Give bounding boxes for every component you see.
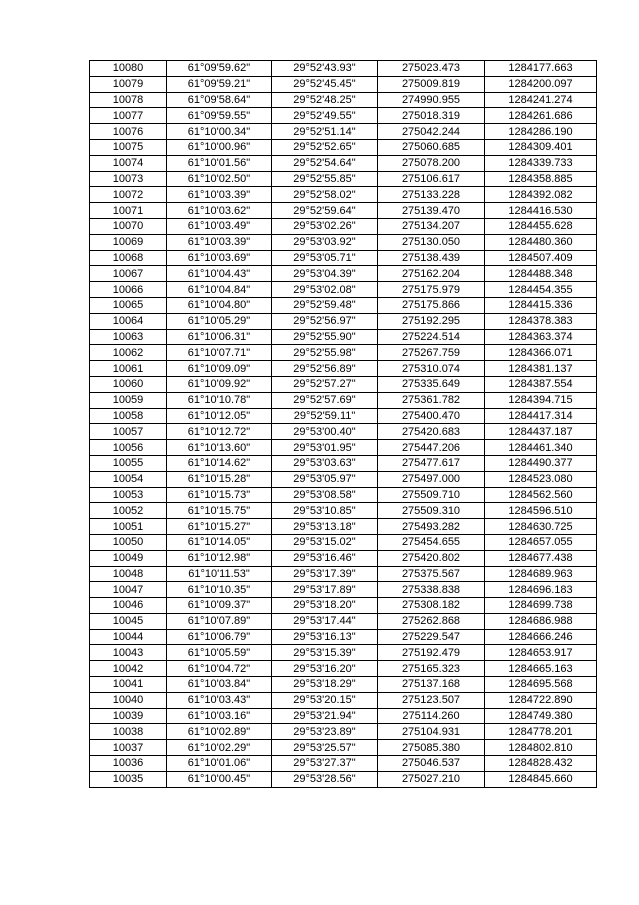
- easting-cell: 275027.210: [378, 771, 485, 787]
- northing-cell: 1284845.660: [485, 771, 597, 787]
- table-row: [90, 108, 597, 124]
- longitude-cell: 61°10'05.29": [167, 313, 272, 329]
- latitude-cell: 29°52'58.02": [272, 187, 378, 203]
- latitude-cell: 29°53'03.92": [272, 234, 378, 250]
- northing-cell: 1284241.274: [485, 92, 597, 108]
- northing-cell: 1284677.438: [485, 550, 597, 566]
- northing-cell: 1284778.201: [485, 724, 597, 740]
- longitude-cell: 61°10'11.53": [167, 566, 272, 582]
- easting-cell: 275310.074: [378, 361, 485, 377]
- northing-cell: 1284461.340: [485, 440, 597, 456]
- easting-cell: 275308.182: [378, 598, 485, 614]
- table-row: [90, 139, 597, 155]
- point-id-cell: 10068: [90, 250, 167, 266]
- table-row: [90, 582, 597, 598]
- easting-cell: 275335.649: [378, 376, 485, 392]
- longitude-cell: 61°10'14.05": [167, 534, 272, 550]
- longitude-cell: 61°10'01.06": [167, 756, 272, 772]
- table-row: [90, 740, 597, 756]
- easting-cell: 275046.537: [378, 756, 485, 772]
- latitude-cell: 29°53'23.89": [272, 724, 378, 740]
- coordinate-table-body: [90, 61, 597, 788]
- longitude-cell: 61°10'04.80": [167, 297, 272, 313]
- easting-cell: 275192.479: [378, 645, 485, 661]
- northing-cell: 1284699.738: [485, 598, 597, 614]
- northing-cell: 1284722.890: [485, 692, 597, 708]
- point-id-cell: 10040: [90, 692, 167, 708]
- table-row: [90, 455, 597, 471]
- latitude-cell: 29°53'17.39": [272, 566, 378, 582]
- longitude-cell: 61°10'01.56": [167, 155, 272, 171]
- latitude-cell: 29°53'05.97": [272, 471, 378, 487]
- easting-cell: 275009.819: [378, 76, 485, 92]
- northing-cell: 1284665.163: [485, 661, 597, 677]
- longitude-cell: 61°10'07.71": [167, 345, 272, 361]
- northing-cell: 1284480.360: [485, 234, 597, 250]
- latitude-cell: 29°53'08.58": [272, 487, 378, 503]
- latitude-cell: 29°52'49.55": [272, 108, 378, 124]
- latitude-cell: 29°52'45.45": [272, 76, 378, 92]
- latitude-cell: 29°53'01.95": [272, 440, 378, 456]
- latitude-cell: 29°53'03.63": [272, 455, 378, 471]
- latitude-cell: 29°53'28.56": [272, 771, 378, 787]
- point-id-cell: 10067: [90, 266, 167, 282]
- latitude-cell: 29°53'02.08": [272, 282, 378, 298]
- table-row: [90, 487, 597, 503]
- table-row: [90, 203, 597, 219]
- northing-cell: 1284309.401: [485, 139, 597, 155]
- table-row: [90, 550, 597, 566]
- longitude-cell: 61°10'03.49": [167, 218, 272, 234]
- point-id-cell: 10070: [90, 218, 167, 234]
- northing-cell: 1284437.187: [485, 424, 597, 440]
- northing-cell: 1284363.374: [485, 329, 597, 345]
- longitude-cell: 61°10'02.50": [167, 171, 272, 187]
- latitude-cell: 29°52'55.98": [272, 345, 378, 361]
- latitude-cell: 29°53'10.85": [272, 503, 378, 519]
- table-row: [90, 171, 597, 187]
- easting-cell: 275138.439: [378, 250, 485, 266]
- northing-cell: 1284696.183: [485, 582, 597, 598]
- longitude-cell: 61°10'10.78": [167, 392, 272, 408]
- easting-cell: 275139.470: [378, 203, 485, 219]
- northing-cell: 1284695.568: [485, 677, 597, 693]
- longitude-cell: 61°10'03.39": [167, 187, 272, 203]
- table-row: [90, 392, 597, 408]
- easting-cell: 275509.710: [378, 487, 485, 503]
- latitude-cell: 29°52'59.64": [272, 203, 378, 219]
- table-row: [90, 645, 597, 661]
- point-id-cell: 10056: [90, 440, 167, 456]
- latitude-cell: 29°53'16.13": [272, 629, 378, 645]
- longitude-cell: 61°10'03.84": [167, 677, 272, 693]
- longitude-cell: 61°10'03.43": [167, 692, 272, 708]
- northing-cell: 1284802.810: [485, 740, 597, 756]
- point-id-cell: 10065: [90, 297, 167, 313]
- longitude-cell: 61°10'04.72": [167, 661, 272, 677]
- latitude-cell: 29°52'54.64": [272, 155, 378, 171]
- longitude-cell: 61°09'59.55": [167, 108, 272, 124]
- table-row: [90, 408, 597, 424]
- latitude-cell: 29°53'17.44": [272, 613, 378, 629]
- easting-cell: 275509.310: [378, 503, 485, 519]
- easting-cell: 275229.547: [378, 629, 485, 645]
- easting-cell: 275420.683: [378, 424, 485, 440]
- table-row: [90, 724, 597, 740]
- northing-cell: 1284286.190: [485, 124, 597, 140]
- longitude-cell: 61°10'07.89": [167, 613, 272, 629]
- latitude-cell: 29°53'13.18": [272, 519, 378, 535]
- northing-cell: 1284828.432: [485, 756, 597, 772]
- northing-cell: 1284596.510: [485, 503, 597, 519]
- latitude-cell: 29°52'51.14": [272, 124, 378, 140]
- latitude-cell: 29°53'04.39": [272, 266, 378, 282]
- point-id-cell: 10073: [90, 171, 167, 187]
- point-id-cell: 10074: [90, 155, 167, 171]
- longitude-cell: 61°10'02.29": [167, 740, 272, 756]
- northing-cell: 1284454.355: [485, 282, 597, 298]
- latitude-cell: 29°53'15.02": [272, 534, 378, 550]
- longitude-cell: 61°10'15.73": [167, 487, 272, 503]
- point-id-cell: 10053: [90, 487, 167, 503]
- longitude-cell: 61°09'59.21": [167, 76, 272, 92]
- easting-cell: 275497.000: [378, 471, 485, 487]
- table-row: [90, 503, 597, 519]
- latitude-cell: 29°52'52.65": [272, 139, 378, 155]
- longitude-cell: 61°10'12.98": [167, 550, 272, 566]
- easting-cell: 275162.204: [378, 266, 485, 282]
- table-row: [90, 313, 597, 329]
- northing-cell: 1284455.628: [485, 218, 597, 234]
- point-id-cell: 10072: [90, 187, 167, 203]
- table-row: [90, 376, 597, 392]
- latitude-cell: 29°53'18.20": [272, 598, 378, 614]
- easting-cell: 275137.168: [378, 677, 485, 693]
- point-id-cell: 10063: [90, 329, 167, 345]
- point-id-cell: 10058: [90, 408, 167, 424]
- longitude-cell: 61°10'04.43": [167, 266, 272, 282]
- easting-cell: 275130.050: [378, 234, 485, 250]
- northing-cell: 1284378.383: [485, 313, 597, 329]
- northing-cell: 1284562.560: [485, 487, 597, 503]
- easting-cell: 275267.759: [378, 345, 485, 361]
- easting-cell: 275375.567: [378, 566, 485, 582]
- latitude-cell: 29°52'43.93": [272, 61, 378, 77]
- latitude-cell: 29°52'59.11": [272, 408, 378, 424]
- easting-cell: 275262.868: [378, 613, 485, 629]
- table-row: [90, 124, 597, 140]
- point-id-cell: 10046: [90, 598, 167, 614]
- latitude-cell: 29°52'56.97": [272, 313, 378, 329]
- point-id-cell: 10039: [90, 708, 167, 724]
- latitude-cell: 29°53'27.37": [272, 756, 378, 772]
- longitude-cell: 61°10'03.62": [167, 203, 272, 219]
- northing-cell: 1284666.246: [485, 629, 597, 645]
- point-id-cell: 10075: [90, 139, 167, 155]
- latitude-cell: 29°52'59.48": [272, 297, 378, 313]
- latitude-cell: 29°53'00.40": [272, 424, 378, 440]
- easting-cell: 275493.282: [378, 519, 485, 535]
- easting-cell: 275085.380: [378, 740, 485, 756]
- table-row: [90, 155, 597, 171]
- northing-cell: 1284417.314: [485, 408, 597, 424]
- longitude-cell: 61°10'15.75": [167, 503, 272, 519]
- northing-cell: 1284261.686: [485, 108, 597, 124]
- longitude-cell: 61°10'12.05": [167, 408, 272, 424]
- northing-cell: 1284200.097: [485, 76, 597, 92]
- easting-cell: 275042.244: [378, 124, 485, 140]
- longitude-cell: 61°10'03.69": [167, 250, 272, 266]
- easting-cell: 275175.866: [378, 297, 485, 313]
- table-row: [90, 282, 597, 298]
- point-id-cell: 10037: [90, 740, 167, 756]
- northing-cell: 1284394.715: [485, 392, 597, 408]
- northing-cell: 1284415.336: [485, 297, 597, 313]
- table-row: [90, 361, 597, 377]
- latitude-cell: 29°52'57.69": [272, 392, 378, 408]
- northing-cell: 1284366.071: [485, 345, 597, 361]
- table-row: [90, 329, 597, 345]
- point-id-cell: 10066: [90, 282, 167, 298]
- latitude-cell: 29°53'05.71": [272, 250, 378, 266]
- table-row: [90, 424, 597, 440]
- easting-cell: 275454.655: [378, 534, 485, 550]
- latitude-cell: 29°52'55.90": [272, 329, 378, 345]
- table-row: [90, 613, 597, 629]
- northing-cell: 1284490.377: [485, 455, 597, 471]
- longitude-cell: 61°10'15.27": [167, 519, 272, 535]
- point-id-cell: 10035: [90, 771, 167, 787]
- easting-cell: 275023.473: [378, 61, 485, 77]
- northing-cell: 1284689.963: [485, 566, 597, 582]
- longitude-cell: 61°10'00.96": [167, 139, 272, 155]
- longitude-cell: 61°10'02.89": [167, 724, 272, 740]
- point-id-cell: 10077: [90, 108, 167, 124]
- longitude-cell: 61°10'12.72": [167, 424, 272, 440]
- longitude-cell: 61°10'09.09": [167, 361, 272, 377]
- northing-cell: 1284507.409: [485, 250, 597, 266]
- easting-cell: 274990.955: [378, 92, 485, 108]
- point-id-cell: 10042: [90, 661, 167, 677]
- point-id-cell: 10038: [90, 724, 167, 740]
- longitude-cell: 61°09'59.62": [167, 61, 272, 77]
- table-row: [90, 218, 597, 234]
- point-id-cell: 10045: [90, 613, 167, 629]
- northing-cell: 1284416.530: [485, 203, 597, 219]
- northing-cell: 1284630.725: [485, 519, 597, 535]
- northing-cell: 1284381.137: [485, 361, 597, 377]
- point-id-cell: 10047: [90, 582, 167, 598]
- northing-cell: 1284358.885: [485, 171, 597, 187]
- latitude-cell: 29°52'48.25": [272, 92, 378, 108]
- point-id-cell: 10050: [90, 534, 167, 550]
- northing-cell: 1284392.082: [485, 187, 597, 203]
- latitude-cell: 29°53'21.94": [272, 708, 378, 724]
- point-id-cell: 10080: [90, 61, 167, 77]
- table-row: [90, 76, 597, 92]
- table-row: [90, 250, 597, 266]
- easting-cell: 275060.685: [378, 139, 485, 155]
- easting-cell: 275361.782: [378, 392, 485, 408]
- longitude-cell: 61°10'09.37": [167, 598, 272, 614]
- point-id-cell: 10079: [90, 76, 167, 92]
- latitude-cell: 29°53'18.29": [272, 677, 378, 693]
- point-id-cell: 10069: [90, 234, 167, 250]
- table-row: [90, 61, 597, 77]
- point-id-cell: 10059: [90, 392, 167, 408]
- longitude-cell: 61°10'00.34": [167, 124, 272, 140]
- table-row: [90, 266, 597, 282]
- point-id-cell: 10044: [90, 629, 167, 645]
- easting-cell: 275018.319: [378, 108, 485, 124]
- latitude-cell: 29°53'16.20": [272, 661, 378, 677]
- northing-cell: 1284177.663: [485, 61, 597, 77]
- table-row: [90, 534, 597, 550]
- point-id-cell: 10064: [90, 313, 167, 329]
- easting-cell: 275338.838: [378, 582, 485, 598]
- northing-cell: 1284488.348: [485, 266, 597, 282]
- longitude-cell: 61°10'15.28": [167, 471, 272, 487]
- northing-cell: 1284657.055: [485, 534, 597, 550]
- point-id-cell: 10052: [90, 503, 167, 519]
- latitude-cell: 29°53'16.46": [272, 550, 378, 566]
- easting-cell: 275447.206: [378, 440, 485, 456]
- longitude-cell: 61°10'06.79": [167, 629, 272, 645]
- point-id-cell: 10051: [90, 519, 167, 535]
- latitude-cell: 29°52'57.27": [272, 376, 378, 392]
- easting-cell: 275134.207: [378, 218, 485, 234]
- longitude-cell: 61°10'03.39": [167, 234, 272, 250]
- latitude-cell: 29°53'17.89": [272, 582, 378, 598]
- point-id-cell: 10036: [90, 756, 167, 772]
- easting-cell: 275106.617: [378, 171, 485, 187]
- northing-cell: 1284653.917: [485, 645, 597, 661]
- table-row: [90, 661, 597, 677]
- easting-cell: 275192.295: [378, 313, 485, 329]
- longitude-cell: 61°09'58.64": [167, 92, 272, 108]
- easting-cell: 275104.931: [378, 724, 485, 740]
- northing-cell: 1284387.554: [485, 376, 597, 392]
- easting-cell: 275175.979: [378, 282, 485, 298]
- point-id-cell: 10049: [90, 550, 167, 566]
- easting-cell: 275400.470: [378, 408, 485, 424]
- longitude-cell: 61°10'06.31": [167, 329, 272, 345]
- point-id-cell: 10076: [90, 124, 167, 140]
- table-row: [90, 440, 597, 456]
- table-row: [90, 677, 597, 693]
- table-row: [90, 771, 597, 787]
- point-id-cell: 10057: [90, 424, 167, 440]
- point-id-cell: 10062: [90, 345, 167, 361]
- longitude-cell: 61°10'09.92": [167, 376, 272, 392]
- latitude-cell: 29°53'02.26": [272, 218, 378, 234]
- easting-cell: 275123.507: [378, 692, 485, 708]
- table-row: [90, 187, 597, 203]
- table-row: [90, 629, 597, 645]
- longitude-cell: 61°10'10.35": [167, 582, 272, 598]
- point-id-cell: 10041: [90, 677, 167, 693]
- longitude-cell: 61°10'05.59": [167, 645, 272, 661]
- longitude-cell: 61°10'03.16": [167, 708, 272, 724]
- table-row: [90, 345, 597, 361]
- northing-cell: 1284523.080: [485, 471, 597, 487]
- table-row: [90, 756, 597, 772]
- northing-cell: 1284339.733: [485, 155, 597, 171]
- easting-cell: 275078.200: [378, 155, 485, 171]
- longitude-cell: 61°10'14.62": [167, 455, 272, 471]
- easting-cell: 275165.323: [378, 661, 485, 677]
- easting-cell: 275477.617: [378, 455, 485, 471]
- table-row: [90, 471, 597, 487]
- easting-cell: 275224.514: [378, 329, 485, 345]
- northing-cell: 1284749.380: [485, 708, 597, 724]
- table-row: [90, 708, 597, 724]
- point-id-cell: 10048: [90, 566, 167, 582]
- coordinate-table: [89, 60, 597, 788]
- table-row: [90, 234, 597, 250]
- longitude-cell: 61°10'00.45": [167, 771, 272, 787]
- latitude-cell: 29°52'55.85": [272, 171, 378, 187]
- easting-cell: 275420.802: [378, 550, 485, 566]
- table-row: [90, 692, 597, 708]
- point-id-cell: 10055: [90, 455, 167, 471]
- easting-cell: 275114.260: [378, 708, 485, 724]
- northing-cell: 1284686.988: [485, 613, 597, 629]
- point-id-cell: 10060: [90, 376, 167, 392]
- latitude-cell: 29°53'15.39": [272, 645, 378, 661]
- longitude-cell: 61°10'13.60": [167, 440, 272, 456]
- point-id-cell: 10071: [90, 203, 167, 219]
- table-row: [90, 598, 597, 614]
- latitude-cell: 29°53'25.57": [272, 740, 378, 756]
- latitude-cell: 29°53'20.15": [272, 692, 378, 708]
- longitude-cell: 61°10'04.84": [167, 282, 272, 298]
- point-id-cell: 10061: [90, 361, 167, 377]
- table-row: [90, 566, 597, 582]
- point-id-cell: 10078: [90, 92, 167, 108]
- easting-cell: 275133.228: [378, 187, 485, 203]
- table-row: [90, 297, 597, 313]
- point-id-cell: 10043: [90, 645, 167, 661]
- table-row: [90, 92, 597, 108]
- latitude-cell: 29°52'56.89": [272, 361, 378, 377]
- point-id-cell: 10054: [90, 471, 167, 487]
- table-row: [90, 519, 597, 535]
